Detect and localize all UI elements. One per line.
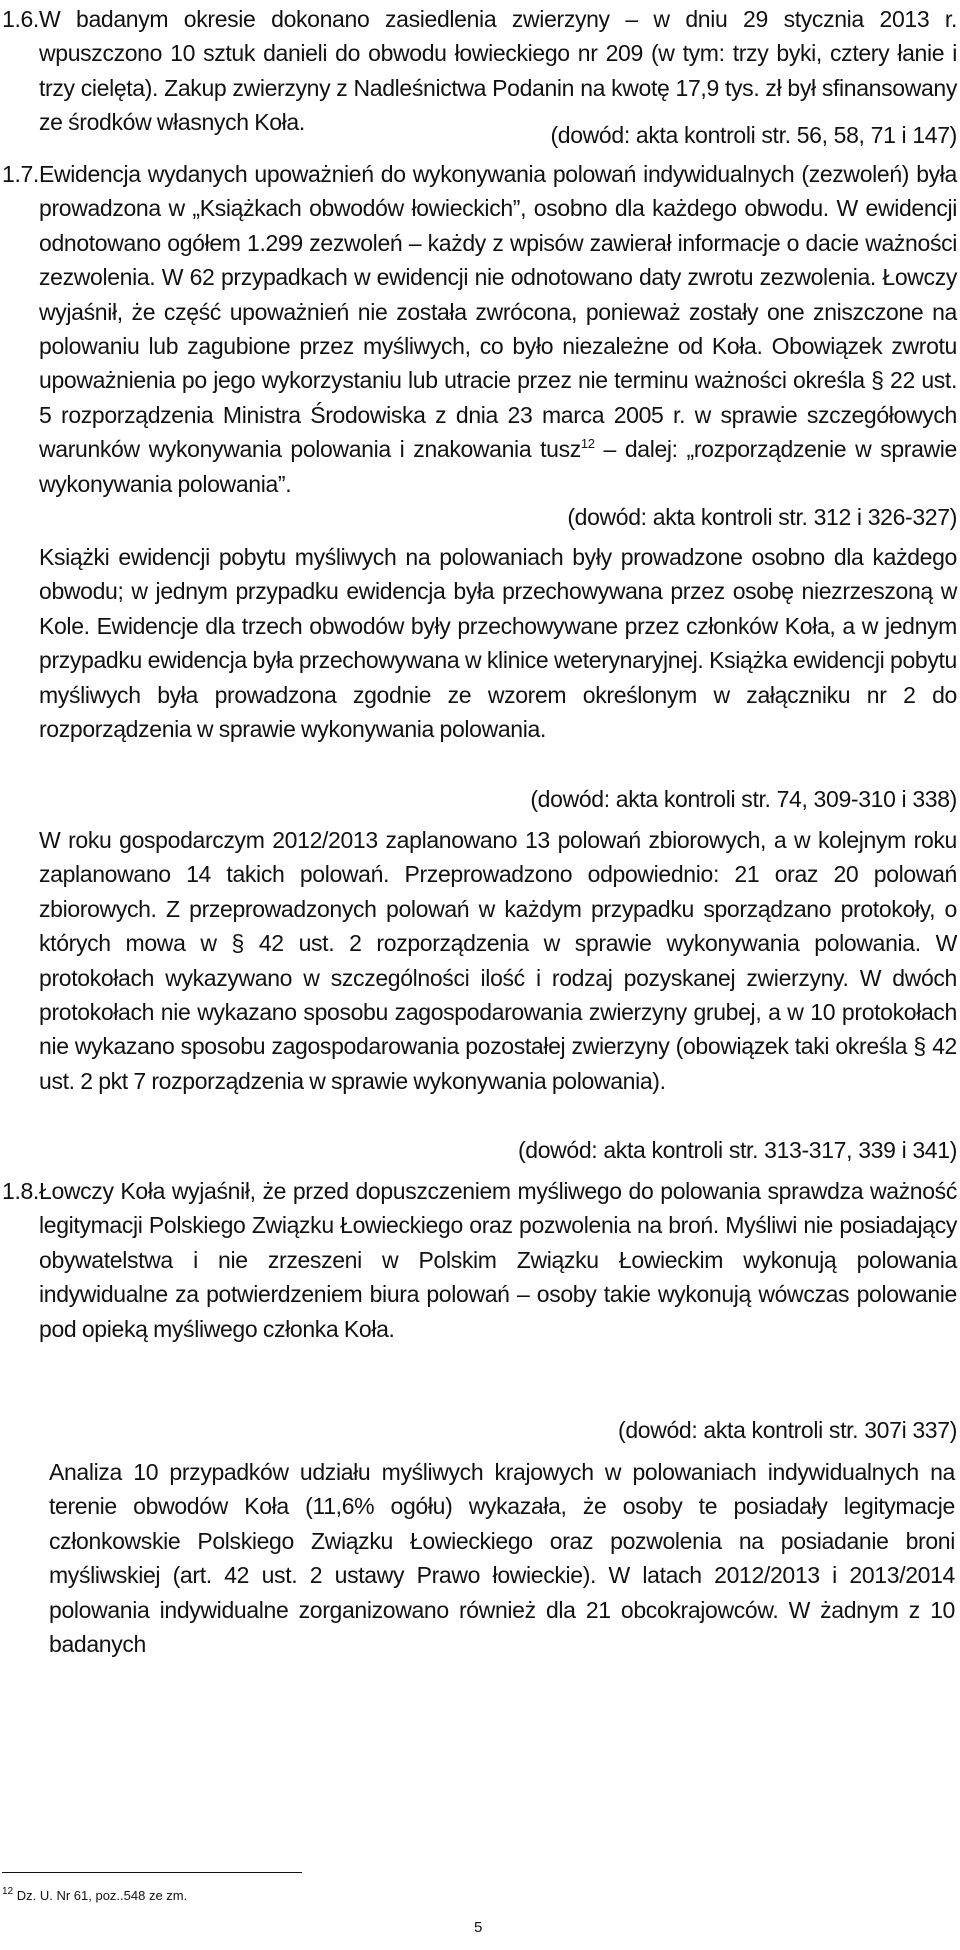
footnote [2, 1888, 187, 1904]
section-text: Łowczy Koła wyjaśnił, że przed dopuszczeniem myśliwego do polowania sprawdza ważność legitymacji Polskiego Związku Łowieckiego oraz pozwolenia na broń. Myśliwi nie posiadający obywatelstwa i nie zrzeszeni w Polskim Związku Łowieckim wykonują polowania indywidualne za potwierdzeniem biura polowań – osoby takie wykonują wówczas polowanie pod opieką myśliwego członka Koła. [39, 1178, 957, 1342]
footnote-text: Dz. U. Nr 61, poz..548 ze zm. [13, 1888, 188, 1903]
section-text-part: Ewidencja wydanych upoważnień do wykonywania polowań indywidualnych (zezwoleń) była prowadzona w „Książkach obwodów łowieckich”, osobno dla każdego obwodu. W ewidencji odnotowano ogółem 1.299 zezwoleń – każdy z wpisów zawierał informacje o dacie ważności zezwolenia. W 62 przypadkach w ewidencji nie odnotowano daty zwrotu zezwolenia. Łowczy wyjaśnił, że część upoważnień nie została zwrócona, ponieważ zostały one zniszczone na polowaniu lub zagubione przez myśliwych, co było niezależne od Koła. Obowiązek zwrotu upoważnienia po jego wykorzystaniu lub utracie przez nie terminu ważności określa § 22 ust. 5 rozporządzenia Ministra Środowiska z dnia 23 marca 2005 r. w sprawie szczegółowych warunków wykonywania polowania i znakowania tusz [39, 161, 957, 463]
footnote-marker: 12 [2, 1886, 14, 1897]
footnote-separator [2, 1872, 302, 1873]
footnote-reference: 12 [580, 436, 595, 452]
section-number: 1.7. [2, 161, 39, 187]
section-number: 1.6. [2, 6, 39, 32]
paragraph: Analiza 10 przypadków udziału myśliwych krajowych w polowaniach indywidualnych na terenie obwodów Koła (11,6% ogółu) wykazała, że osoby te posiadały legitymacje członkowskie Polskiego Związku Łowieckiego oraz pozwolenia na posiadanie broni myśliwskiej (art. 42 ust. 2 ustawy Prawo łowieckie). W latach 2012/2013 i 2013/2014 polowania indywidualne zorganizowano również dla 21 obcokrajowców. W żadnym z 10 badanych [49, 1459, 955, 1658]
evidence-citation: (dowód: akta kontroli str. 74, 309-310 i 338) [530, 786, 957, 812]
section-text: W badanym okresie dokonano zasiedlenia zwierzyny – w dniu 29 stycznia 2013 r. wpuszczono 10 sztuk danieli do obwodu łowieckiego nr 209 (w tym: trzy byki, cztery łanie i trzy cielęta). Zakup zwierzyny z Nadleśnictwa Podanin na kwotę 17,9 tys. zł był sfinansowany ze środków własnych Koła. [39, 6, 957, 136]
section-text-part: – dalej: „rozporządzenie w sprawie wykonywania polowania”. [39, 436, 958, 497]
evidence-citation: (dowód: akta kontroli str. 313-317, 339 i 341) [517, 1137, 957, 1163]
paragraph: W roku gospodarczym 2012/2013 zaplanowano 13 polowań zbiorowych, a w kolejnym roku zaplanowano 14 takich polowań. Przeprowadzono odpowiednio: 21 oraz 20 polowań zbiorowych. Z przeprowadzonych polowań w każdym przypadku sporządzano protokoły, o których mowa w § 42 ust. 2 rozporządzenia w sprawie wykonywania polowania. W protokołach wykazywano w szczególności ilość i rodzaj pozyskanej zwierzyny. W dwóch protokołach nie wykazano sposobu zagospodarowania zwierzyny grubej, a w 10 protokołach nie wykazano sposobu zagospodarowania pozostałej zwierzyny (obowiązek taki określa § 42 ust. 2 pkt 7 rozporządzenia w sprawie wykonywania polowania). [39, 827, 957, 1094]
paragraph: Książki ewidencji pobytu myśliwych na polowaniach były prowadzone osobno dla każdego obwodu; w jednym przypadku ewidencja była przechowywana przez osobę niezrzeszoną w Kole. Ewidencje dla trzech obwodów były przechowywane przez członków Koła, a w jednym przypadku ewidencja była przechowywana w klinice weterynaryjnej. Książka ewidencji pobytu myśliwych była prowadzona zgodnie ze wzorem określonym w załączniku nr 2 do rozporządzenia w sprawie wykonywania polowania. [39, 544, 957, 743]
evidence-citation: (dowód: akta kontroli str. 56, 58, 71 i 147) [550, 122, 957, 148]
section-text [39, 157, 957, 501]
section-number: 1.8. [2, 1178, 39, 1204]
page-number: 5 [474, 1919, 483, 1936]
evidence-citation: (dowód: akta kontroli str. 312 i 326-327) [567, 504, 957, 530]
evidence-citation: (dowód: akta kontroli str. 307i 337) [618, 1417, 957, 1443]
